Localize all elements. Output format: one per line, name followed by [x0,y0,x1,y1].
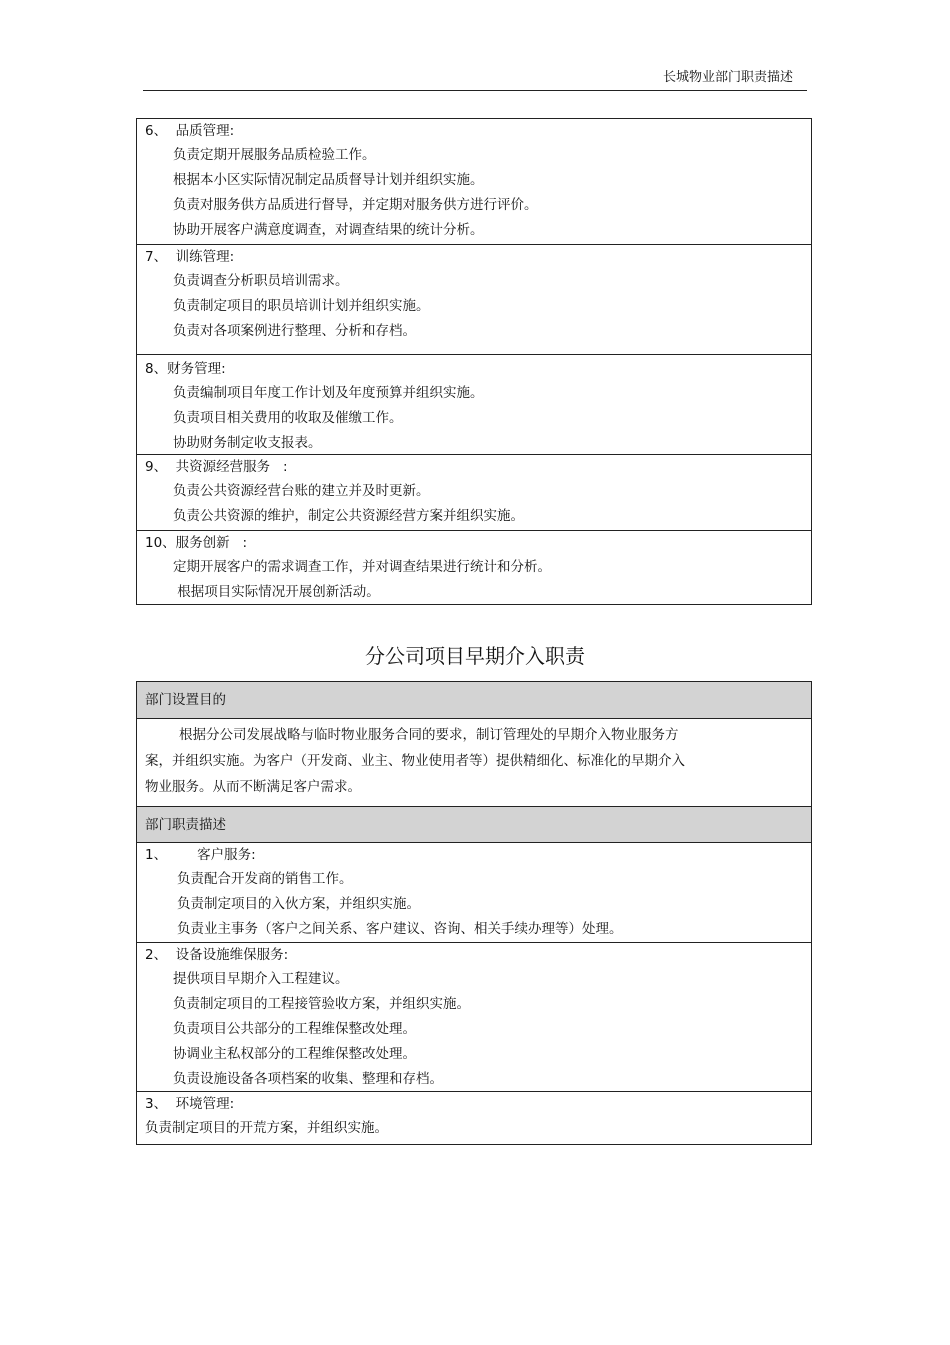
duty-line: 根据项目实际情况开展创新活动。 [173,584,380,600]
duty-line: 负责制定项目的入伙方案，并组织实施。 [177,896,420,912]
section-training [137,244,811,354]
section-innovation [137,530,811,604]
purpose-line: 物业服务。从而不断满足客户需求。 [145,779,361,795]
duty-line: 协助开展客户满意度调查，对调查结果的统计分析。 [173,222,484,238]
section-facility-maintenance [137,942,811,1091]
section-public-resources [137,454,811,530]
duty-line: 负责配合开发商的销售工作。 [177,871,353,887]
duty-line: 负责对服务供方品质进行督导，并定期对服务供方进行评价。 [173,197,538,213]
duty-line: 负责制定项目的工程接管验收方案，并组织实施。 [173,996,470,1012]
duty-line: 负责对各项案例进行整理、分析和存档。 [173,323,416,339]
section-title: 6、 品质管理: [145,123,235,139]
purpose-heading: 部门设置目的 [137,682,811,718]
duty-line: 负责调查分析职员培训需求。 [173,273,349,289]
duty-line: 负责编制项目年度工作计划及年度预算并组织实施。 [173,385,484,401]
duty-line: 负责公共资源的维护，制定公共资源经营方案并组织实施。 [173,508,524,524]
section-title: 10、服务创新 : [145,535,248,551]
section-heading: 分公司项目早期介入职责 [365,644,585,668]
section-environment [137,1091,811,1144]
duty-line: 负责项目相关费用的收取及催缴工作。 [173,410,403,426]
duty-line: 提供项目早期介入工程建议。 [173,971,349,987]
duty-line: 根据本小区实际情况制定品质督导计划并组织实施。 [173,172,484,188]
purpose-line: 案，并组织实施。为客户（开发商、业主、物业使用者等）提供精细化、标准化的早期介入 [145,753,685,769]
duty-line: 负责业主事务（客户之间关系、客户建议、咨询、相关手续办理等）处理。 [177,921,623,937]
section-title: 2、 设备设施维保服务: [145,947,289,963]
duty-line: 负责定期开展服务品质检验工作。 [173,147,376,163]
purpose-line: 根据分公司发展战略与临时物业服务合同的要求，制订管理处的早期介入物业服务方 [179,727,679,743]
section-title: 1、 客户服务: [145,847,256,863]
duty-line: 协助财务制定收支报表。 [173,435,322,451]
purpose-paragraph [137,718,811,806]
duties-heading: 部门职责描述 [137,806,811,842]
duty-line: 负责制定项目的开荒方案，并组织实施。 [145,1120,388,1136]
duty-line: 负责设施设备各项档案的收集、整理和存档。 [173,1071,443,1087]
duties-table-continued [136,118,812,605]
duty-line: 协调业主私权部分的工程维保整改处理。 [173,1046,416,1062]
section-finance [137,354,811,454]
section-customer-service [137,842,811,942]
duty-line: 负责公共资源经营台账的建立并及时更新。 [173,483,430,499]
duty-line: 负责制定项目的职员培训计划并组织实施。 [173,298,430,314]
section-title: 7、 训练管理: [145,249,235,265]
section-title: 3、 环境管理: [145,1096,235,1112]
header-rule [143,90,807,91]
section-title: 9、 共资源经营服务 : [145,459,288,475]
duty-line: 负责项目公共部分的工程维保整改处理。 [173,1021,416,1037]
section-title: 8、财务管理: [145,361,226,377]
duty-line: 定期开展客户的需求调查工作，并对调查结果进行统计和分析。 [173,559,551,575]
header-title: 长城物业部门职责描述 [662,70,793,85]
section-quality [137,119,811,244]
early-intervention-table [136,681,812,1145]
